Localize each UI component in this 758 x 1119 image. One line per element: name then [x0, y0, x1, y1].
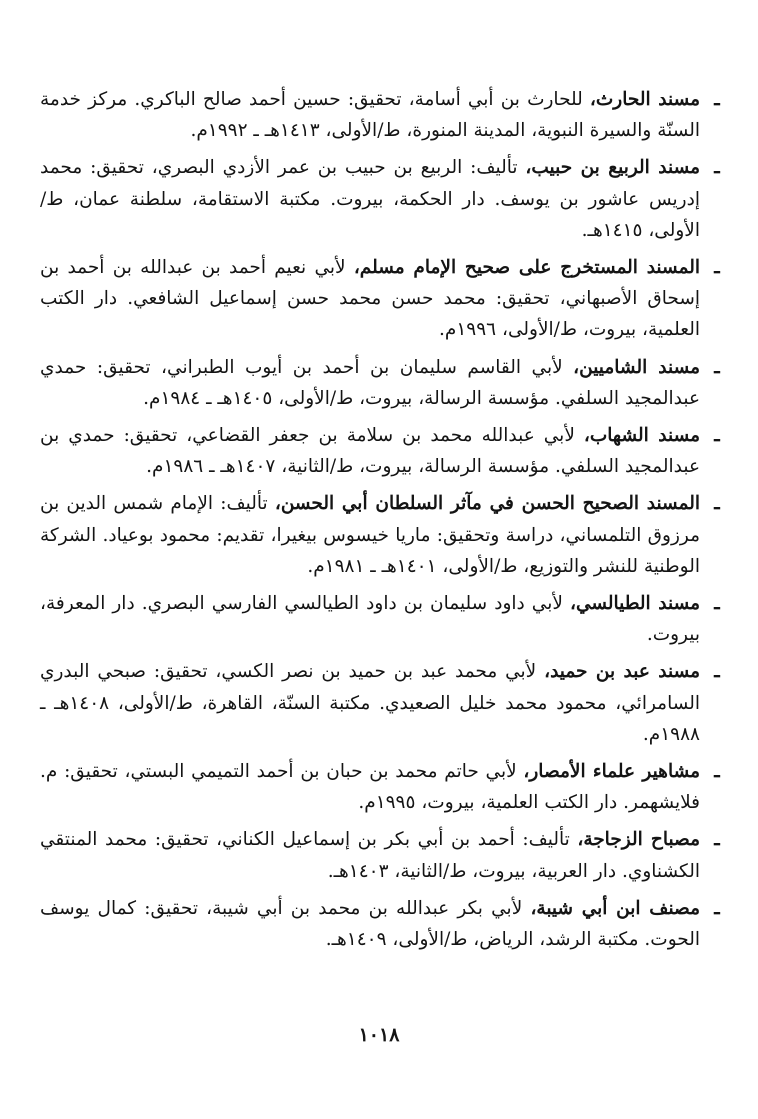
bibliography-entry [40, 84, 724, 146]
entry-title: مسند الحارث، [589, 89, 701, 110]
entry-dash: ـ [714, 157, 720, 179]
bibliography-entry [40, 152, 724, 246]
entry-text: تأليف: أحمد بن أبي بكر بن إسماعيل الكناني، تحقيق: محمد المنتقي الكشناوي. دار العربية، بيروت، ط/الثانية، ١٤٠٣هـ. [40, 829, 700, 882]
entry-title: مسند الشهاب، [583, 425, 700, 447]
entry-dash: ـ [714, 661, 720, 683]
entry-dash: ـ [714, 897, 720, 919]
entry-dash: ـ [714, 761, 720, 783]
entry-dash: ـ [714, 829, 720, 851]
bibliography-entry [40, 352, 724, 414]
bibliography-entry [40, 488, 724, 582]
entry-dash: ـ [714, 356, 720, 378]
bibliography-entry [40, 756, 724, 818]
bibliography-entry [40, 588, 724, 650]
entry-text: لأبي بكر عبدالله بن محمد بن أبي شيبة، تحقيق: كمال يوسف الحوت. مكتبة الرشد، الرياض، ط/الأولى، ١٤٠٩هـ. [40, 897, 700, 951]
entry-text: تأليف: الإمام شمس الدين بن مرزوق التلمساني، دراسة وتحقيق: ماريا خيسوس بيغيرا، تقديم: محمود بوعياد. الشركة الوطنية للنشر والتوزيع، ط/الأولى، ١٤٠١هـ ـ ١٩٨١م. [40, 493, 700, 577]
entry-dash: ـ [714, 257, 720, 279]
bibliography-entry [40, 656, 724, 750]
entry-text: لأبي حاتم محمد بن حبان بن أحمد التميمي البستي، تحقيق: م. فلايشهمر. دار الكتب العلمية، بيروت، ١٩٩٥م. [40, 761, 700, 814]
bibliography-entry [40, 420, 724, 482]
entry-text: تأليف: الربيع بن حبيب بن عمر الأزدي البصري، تحقيق: محمد إدريس عاشور بن يوسف. دار الحكمة، بيروت. مكتبة الاستقامة، سلطنة عمان، ط/الأولى، ١٤١٥هـ. [40, 157, 700, 241]
entry-dash: ـ [714, 493, 720, 515]
entry-title: مشاهير علماء الأمصار، [523, 761, 700, 783]
entry-text: لأبي نعيم أحمد بن عبدالله بن أحمد بن إسحاق الأصبهاني، تحقيق: محمد حسن محمد حسن إسماعيل الشافعي. دار الكتب العلمية، بيروت، ط/الأولى، ١٩٩٦م. [40, 257, 700, 341]
bibliography-list [40, 84, 724, 961]
entry-text: لأبي محمد عبد بن حميد بن نصر الكسي، تحقيق: صبحي البدري السامرائي، محمود محمد خليل الصعيدي. مكتبة السنّة، القاهرة، ط/الأولى، ١٤٠٨هـ ـ ١٩٨٨م. [40, 661, 700, 745]
entry-title: المسند المستخرج على صحيح الإمام مسلم، [353, 257, 700, 279]
entry-title: مسند الربيع بن حبيب، [525, 157, 700, 179]
page-number: ١٠١٨ [358, 1024, 400, 1046]
bibliography-entry [40, 824, 724, 886]
entry-title: مسند الشاميين، [573, 356, 701, 378]
entry-title: مسند الطيالسي، [569, 593, 700, 615]
entry-dash: ـ [714, 593, 720, 615]
entry-dash: ـ [714, 89, 720, 110]
entry-text: لأبي عبدالله محمد بن سلامة بن جعفر القضاعي، تحقيق: حمدي بن عبدالمجيد السلفي. مؤسسة الرسالة، بيروت، ط/الثانية، ١٤٠٧هـ ـ ١٩٨٦م. [40, 425, 700, 478]
entry-title: المسند الصحيح الحسن في مآثر السلطان أبي الحسن، [274, 493, 701, 515]
entry-dash: ـ [714, 425, 720, 447]
entry-title: مسند عبد بن حميد، [544, 661, 700, 683]
entry-title: مصباح الزجاجة، [577, 829, 701, 851]
entry-text: لأبي داود سليمان بن داود الطيالسي الفارسي البصري. دار المعرفة، بيروت. [40, 593, 700, 646]
bibliography-entry [40, 893, 724, 955]
bibliography-entry [40, 252, 724, 346]
entry-title: مصنف ابن أبي شيبة، [530, 897, 700, 919]
entry-text: للحارث بن أبي أسامة، تحقيق: حسين أحمد صالح الباكري. مركز خدمة السنّة والسيرة النبوية، المدينة المنورة، ط/الأولى، ١٤١٣هـ ـ ١٩٩٢م. [40, 89, 700, 142]
entry-text: لأبي القاسم سليمان بن أحمد بن أيوب الطبراني، تحقيق: حمدي عبدالمجيد السلفي. مؤسسة الرسالة، بيروت، ط/الأولى، ١٤٠٥هـ ـ ١٩٨٤م. [40, 356, 700, 409]
